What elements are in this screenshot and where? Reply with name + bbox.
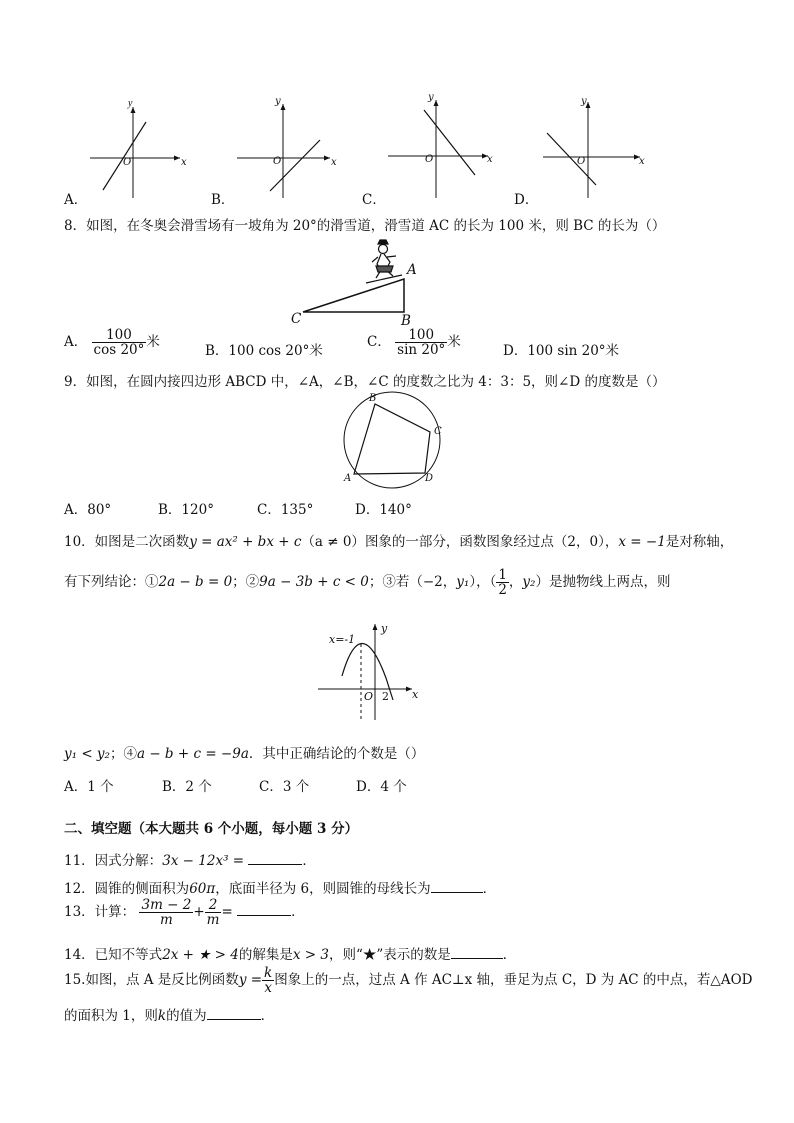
q7-option-b[interactable]: B．	[211, 192, 235, 208]
q8-stem: 8．如图，在冬奥会滑雪场有一坡角为 20°的滑雪道，滑雪道 AC 的长为 100 米，则 BC 的长为（）	[64, 218, 666, 234]
vertex-a-label: A	[344, 473, 352, 484]
answer-blank[interactable]	[431, 892, 483, 893]
symmetry-axis-label: x=-1	[329, 633, 356, 646]
q8-option-c[interactable]: C． $\frac{100}{\sin 20^\circ}$ 米	[367, 327, 461, 359]
answer-blank[interactable]	[237, 915, 291, 916]
q14: 14．已知不等式2x + ★ > 4的解集是x > 3，则“★”表示的数是 ．	[64, 947, 517, 963]
q8-option-d[interactable]: D．100 sin 20°米	[503, 343, 620, 359]
vertex-d-label: D	[425, 473, 434, 484]
q10-line1: 10．如图是二次函数y = ax² + bx + c（a ≠ 0）图象的一部分，函数图象经过点（2，0），x = −1是对称轴，	[64, 534, 734, 550]
axis-x-label: x	[639, 156, 645, 167]
q9-option-b[interactable]: B．120°	[158, 502, 214, 518]
q10-option-a[interactable]: A．1 个	[64, 779, 114, 795]
q8-option-b[interactable]: B．100 cos 20°米	[205, 343, 323, 359]
section-title: 二、填空题（本大题共 6 个小题，每小题 3 分）	[64, 821, 359, 837]
q7-option-c[interactable]: C．	[362, 192, 386, 208]
origin-label: O	[123, 157, 132, 168]
axis-x-label: x	[181, 157, 187, 168]
q9-option-d[interactable]: D．140°	[355, 502, 412, 518]
answer-blank[interactable]	[207, 1019, 261, 1020]
axis-x-label: x	[412, 688, 419, 701]
point-two-label: 2	[382, 690, 389, 703]
origin-label: O	[364, 690, 374, 703]
q9-option-a[interactable]: A．80°	[64, 502, 112, 518]
vertex-b-label: B	[369, 393, 377, 404]
answer-blank[interactable]	[451, 958, 503, 959]
q10-line3: y₁ < y₂；④a − b + c = −9a．其中正确结论的个数是（）	[64, 746, 425, 762]
q7-option-a[interactable]: A．	[64, 192, 88, 208]
origin-label: O	[577, 156, 586, 167]
q15-line1: 15.如图，点 A 是反比例函数y = $\frac{k}{x}$ 图象上的一点，过点 A 作 AC⊥x 轴，垂足为点 C，D 为 AC 的中点，若△AOD	[64, 965, 753, 997]
axis-y-label: y	[381, 622, 388, 635]
origin-label: O	[425, 154, 434, 165]
q10-line2: 有下列结论：①2a − b = 0；②9a − 3b + c < 0；③若（−2，y₁），（ $\frac{1}{2}$ ，y₂）是抛物线上两点，则	[64, 567, 671, 599]
q10-option-b[interactable]: B．2 个	[162, 779, 212, 795]
origin-label: O	[273, 156, 282, 167]
axis-y-label: y	[275, 96, 281, 107]
point-b-label: B	[401, 313, 411, 329]
axis-y-label: y	[581, 96, 587, 107]
axis-y-label: y	[428, 92, 434, 103]
q11: 11．因式分解：3x − 12x³ = ．	[64, 853, 316, 869]
q12: 12．圆锥的侧面积为60π，底面半径为 6，则圆锥的母线长为 ．	[64, 881, 497, 897]
q7-option-d[interactable]: D．	[514, 192, 539, 208]
axis-x-label: x	[487, 154, 493, 165]
q10-option-d[interactable]: D．4 个	[356, 779, 407, 795]
q15-line2: 的面积为 1，则k的值为 ．	[64, 1008, 275, 1024]
point-a-label: A	[407, 262, 417, 278]
answer-blank[interactable]	[248, 864, 302, 865]
point-c-label: C	[291, 311, 302, 327]
q9-stem: 9．如图，在圆内接四边形 ABCD 中，∠A，∠B，∠C 的度数之比为 4：3：5，则∠D 的度数是（）	[64, 374, 666, 390]
axis-x-label: x	[331, 157, 337, 168]
q10-option-c[interactable]: C．3 个	[259, 779, 310, 795]
vertex-c-label: C	[434, 426, 442, 437]
q13: 13．计算： $\frac{3m - 2}{m}$ + $\frac{2}{m}$ = ．	[64, 897, 305, 929]
q9-option-c[interactable]: C．135°	[257, 502, 314, 518]
axis-y-label: y	[128, 98, 133, 109]
q8-option-a[interactable]: A． $\frac{100}{\cos 20^\circ}$ 米	[64, 327, 160, 359]
